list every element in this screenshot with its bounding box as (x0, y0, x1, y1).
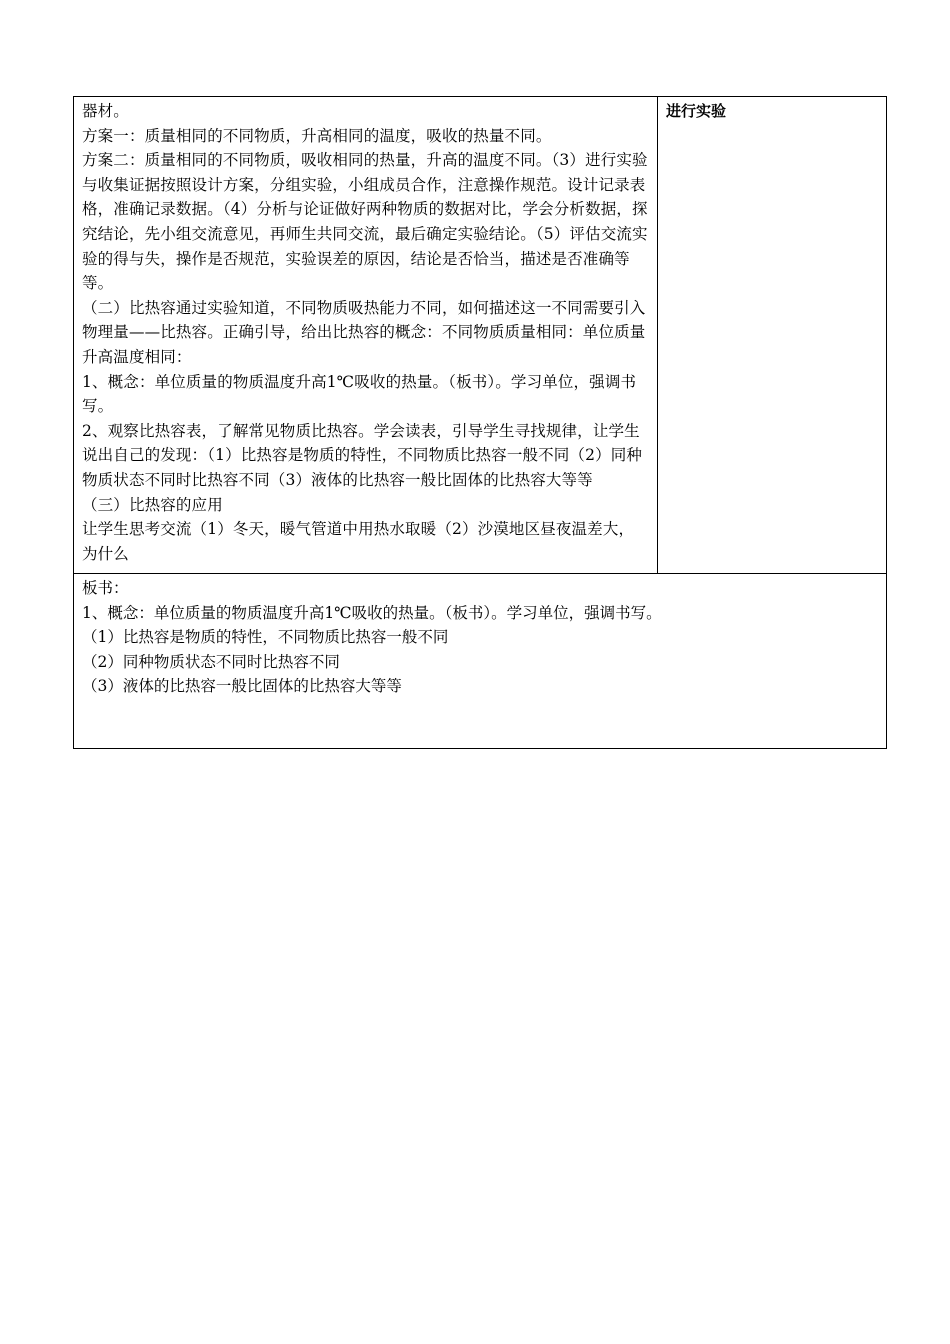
teaching-process-cell (74, 97, 658, 574)
board-point-3: （3）液体的比热容一般比固体的比热容大等等 (82, 677, 402, 696)
paragraph-plan-one: 方案一：质量相同的不同物质，升高相同的温度，吸收的热量不同。 (82, 126, 552, 145)
lesson-plan-table (73, 96, 887, 749)
activity-cell (658, 97, 887, 574)
paragraph-application-heading: （三）比热容的应用 (82, 495, 223, 514)
board-concept: 1、概念：单位质量的物质温度升高1℃吸收的热量。（板书）。学习单位，强调书写。 (82, 603, 662, 622)
table-row (74, 574, 887, 749)
paragraph-plan-two: 方案二：质量相同的不同物质，吸收相同的热量，升高的温度不同。（3）进行实验与收集证据按照设计方案，分组实验，小组成员合作，注意操作规范。设计记录表格，准确记录数据。（4）分析与论证做好两种物质的数据对比，学会分析数据，探究结论，先小组交流意见，再师生共同交流，最后确定实验结论。（5）评估交流实验的得与失，操作是否规范，实验误差的原因，结论是否恰当，描述是否准确等等。 (82, 151, 648, 293)
paragraph-observe-table: 2、观察比热容表，了解常见物质比热容。学会读表，引导学生寻找规律，让学生说出自己的发现：（1）比热容是物质的特性，不同物质比热容一般不同（2）同种物质状态不同时比热容不同（3）液体的比热容一般比固体的比热容大等等 (82, 421, 643, 489)
paragraph-concept: 1、概念：单位质量的物质温度升高1℃吸收的热量。（板书）。学习单位，强调书写。 (82, 372, 637, 416)
board-heading: 板书： (82, 579, 129, 597)
table-row (74, 97, 887, 574)
board-point-2: （2）同种物质状态不同时比热容不同 (82, 652, 340, 671)
blackboard-cell (74, 574, 887, 749)
activity-title: 进行实验 (666, 102, 727, 120)
paragraph-specific-heat-intro: （二）比热容通过实验知道，不同物质吸热能力不同，如何描述这一不同需要引入物理量——比热容。正确引导，给出比热容的概念：不同物质质量相同：单位质量升高温度相同： (82, 298, 646, 366)
paragraph-equipment: 器材。 (82, 102, 129, 120)
board-point-1: （1）比热容是物质的特性，不同物质比热容一般不同 (82, 628, 449, 647)
paragraph-discussion: 让学生思考交流（1）冬天，暖气管道中用热水取暖（2）沙漠地区昼夜温差大，为什么 (82, 520, 635, 563)
